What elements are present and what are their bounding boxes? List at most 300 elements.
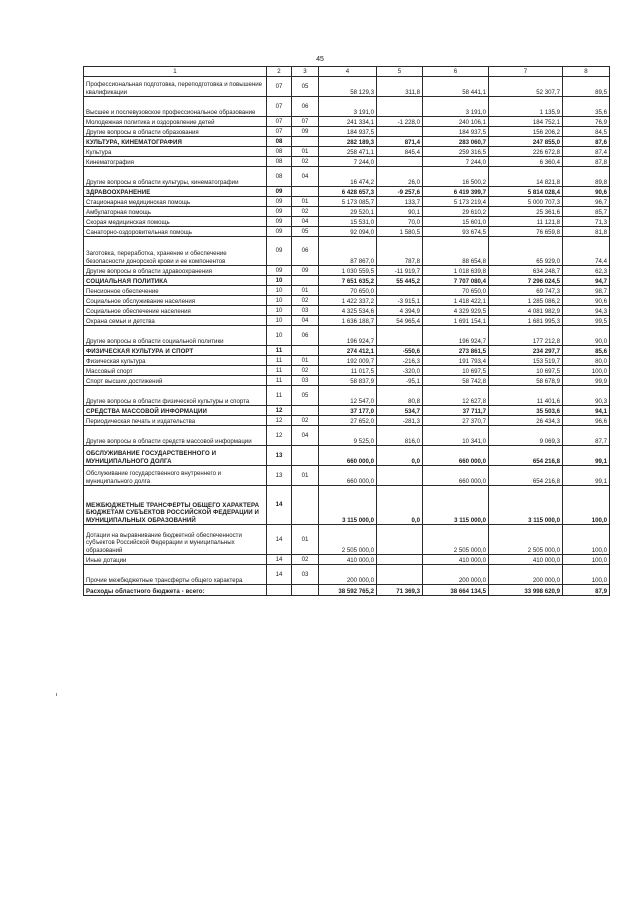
budget-item-name: ОБСЛУЖИВАНИЕ ГОСУДАРСТВЕННОГО И МУНИЦИПАЛЬНОГО ДОЛГА bbox=[84, 446, 267, 466]
budget-item-name: Высшее и послевузовское профессиональное образование bbox=[84, 97, 267, 117]
execution-percent: 74,4 bbox=[563, 237, 610, 266]
column-number-row bbox=[84, 67, 610, 77]
executed-amount: 1 681 995,3 bbox=[489, 316, 563, 326]
subsection-code: 05 bbox=[292, 386, 319, 406]
change-amount: -216,3 bbox=[377, 356, 423, 366]
revised-amount: 410 000,0 bbox=[423, 555, 489, 565]
change-amount: 4 394,9 bbox=[377, 306, 423, 316]
budget-item-name: Дотации на выравнивание бюджетной обеспеченности субъектов Российской Федерации и муниципальных образований bbox=[84, 525, 267, 555]
subsection-code: 06 bbox=[292, 97, 319, 117]
budget-item-name: Скорая медицинская помощь bbox=[84, 217, 267, 227]
execution-percent: 90,3 bbox=[563, 386, 610, 406]
approved-amount: 29 520,1 bbox=[319, 207, 377, 217]
execution-percent: 89,5 bbox=[563, 77, 610, 97]
change-amount bbox=[377, 466, 423, 486]
revised-amount: 259 316,5 bbox=[423, 147, 489, 157]
budget-item-name: Кинематография bbox=[84, 157, 267, 167]
execution-percent: 96,7 bbox=[563, 197, 610, 207]
subsection-code: 01 bbox=[292, 525, 319, 555]
table-row bbox=[84, 296, 610, 306]
revised-amount: 273 861,5 bbox=[423, 346, 489, 356]
revised-amount: 93 674,5 bbox=[423, 227, 489, 237]
table-row bbox=[84, 137, 610, 147]
subsection-code: 01 bbox=[292, 197, 319, 207]
change-amount: 80,8 bbox=[377, 386, 423, 406]
budget-item-name: Амбулаторная помощь bbox=[84, 207, 267, 217]
table-row bbox=[84, 346, 610, 356]
table-row bbox=[84, 366, 610, 376]
executed-amount: 6 360,4 bbox=[489, 157, 563, 167]
revised-amount: 70 650,0 bbox=[423, 286, 489, 296]
section-code: 07 bbox=[267, 97, 292, 117]
change-amount: -11 919,7 bbox=[377, 266, 423, 276]
approved-amount: 4 325 534,6 bbox=[319, 306, 377, 316]
section-code: 12 bbox=[267, 426, 292, 446]
table-row bbox=[84, 147, 610, 157]
subsection-code: 09 bbox=[292, 266, 319, 276]
subsection-code: 02 bbox=[292, 296, 319, 306]
change-amount: -320,0 bbox=[377, 366, 423, 376]
change-amount bbox=[377, 565, 423, 585]
approved-amount: 241 334,1 bbox=[319, 117, 377, 127]
execution-percent: 90,0 bbox=[563, 326, 610, 346]
execution-percent: 87,4 bbox=[563, 147, 610, 157]
section-code bbox=[267, 585, 292, 596]
approved-amount: 282 189,3 bbox=[319, 137, 377, 147]
executed-amount: 9 069,3 bbox=[489, 426, 563, 446]
subsection-code: 01 bbox=[292, 356, 319, 366]
budget-item-name: Другие вопросы в области физической культуры и спорта bbox=[84, 386, 267, 406]
executed-amount: 76 659,8 bbox=[489, 227, 563, 237]
approved-amount: 9 525,0 bbox=[319, 426, 377, 446]
revised-amount: 196 924,7 bbox=[423, 326, 489, 346]
table-row bbox=[84, 286, 610, 296]
section-code: 09 bbox=[267, 237, 292, 266]
approved-amount: 7 244,0 bbox=[319, 157, 377, 167]
budget-item-name: ЗДРАВООХРАНЕНИЕ bbox=[84, 187, 267, 197]
revised-amount: 27 370,7 bbox=[423, 416, 489, 426]
execution-percent: 85,6 bbox=[563, 346, 610, 356]
table-row bbox=[84, 486, 610, 525]
executed-amount: 654 216,8 bbox=[489, 446, 563, 466]
subsection-code: 03 bbox=[292, 565, 319, 585]
execution-percent: 87,8 bbox=[563, 157, 610, 167]
approved-amount: 3 191,0 bbox=[319, 97, 377, 117]
executed-amount: 634 248,7 bbox=[489, 266, 563, 276]
section-code: 09 bbox=[267, 187, 292, 197]
table-row bbox=[84, 207, 610, 217]
table-row bbox=[84, 227, 610, 237]
table-row bbox=[84, 446, 610, 466]
executed-amount: 69 747,3 bbox=[489, 286, 563, 296]
executed-amount: 1 285 086,2 bbox=[489, 296, 563, 306]
approved-amount: 58 129,3 bbox=[319, 77, 377, 97]
executed-amount: 25 361,6 bbox=[489, 207, 563, 217]
subsection-code: 01 bbox=[292, 466, 319, 486]
execution-percent: 87,9 bbox=[563, 585, 610, 596]
section-code: 10 bbox=[267, 306, 292, 316]
table-row bbox=[84, 316, 610, 326]
execution-percent: 90,6 bbox=[563, 296, 610, 306]
budget-item-name: Спорт высших достижений bbox=[84, 376, 267, 386]
change-amount: -3 915,1 bbox=[377, 296, 423, 306]
table-row bbox=[84, 266, 610, 276]
budget-item-name: Профессиональная подготовка, переподготовка и повышение квалификации bbox=[84, 77, 267, 97]
executed-amount: 4 081 982,9 bbox=[489, 306, 563, 316]
executed-amount: 1 135,9 bbox=[489, 97, 563, 117]
approved-amount: 87 867,0 bbox=[319, 237, 377, 266]
change-amount: -9 257,6 bbox=[377, 187, 423, 197]
change-amount: 311,8 bbox=[377, 77, 423, 97]
approved-amount: 274 412,1 bbox=[319, 346, 377, 356]
approved-amount: 92 094,0 bbox=[319, 227, 377, 237]
approved-amount: 16 474,2 bbox=[319, 167, 377, 187]
approved-amount: 1 636 188,7 bbox=[319, 316, 377, 326]
approved-amount: 410 000,0 bbox=[319, 555, 377, 565]
subsection-code bbox=[292, 486, 319, 525]
execution-percent: 35,6 bbox=[563, 97, 610, 117]
change-amount: 55 445,2 bbox=[377, 276, 423, 286]
budget-item-name: Прочие межбюджетные трансферты общего характера bbox=[84, 565, 267, 585]
change-amount: 816,0 bbox=[377, 426, 423, 446]
approved-amount: 2 505 000,0 bbox=[319, 525, 377, 555]
approved-amount: 660 000,0 bbox=[319, 466, 377, 486]
subsection-code: 06 bbox=[292, 237, 319, 266]
budget-item-name: Стационарная медицинская помощь bbox=[84, 197, 267, 207]
revised-amount: 16 500,2 bbox=[423, 167, 489, 187]
column-header: 3 bbox=[292, 67, 319, 77]
table-row bbox=[84, 306, 610, 316]
execution-percent: 94,1 bbox=[563, 406, 610, 416]
change-amount bbox=[377, 127, 423, 137]
revised-amount: 10 341,0 bbox=[423, 426, 489, 446]
approved-amount: 6 428 657,3 bbox=[319, 187, 377, 197]
section-code: 10 bbox=[267, 276, 292, 286]
execution-percent: 85,7 bbox=[563, 207, 610, 217]
executed-amount: 3 115 000,0 bbox=[489, 486, 563, 525]
table-row bbox=[84, 197, 610, 207]
subsection-code: 04 bbox=[292, 217, 319, 227]
budget-item-name: МЕЖБЮДЖЕТНЫЕ ТРАНСФЕРТЫ ОБЩЕГО ХАРАКТЕРА БЮДЖЕТАМ СУБЪЕКТОВ РОССИЙСКОЙ ФЕДЕРАЦИИ И МУНИЦИПАЛЬНЫХ ОБРАЗОВАНИЙ bbox=[84, 486, 267, 525]
subsection-code bbox=[292, 187, 319, 197]
budget-item-name: Периодическая печать и издательства bbox=[84, 416, 267, 426]
execution-percent: 99,5 bbox=[563, 316, 610, 326]
executed-amount: 26 434,3 bbox=[489, 416, 563, 426]
subsection-code: 07 bbox=[292, 117, 319, 127]
approved-amount: 5 173 085,7 bbox=[319, 197, 377, 207]
executed-amount: 177 212,8 bbox=[489, 326, 563, 346]
section-code: 12 bbox=[267, 406, 292, 416]
revised-amount: 29 610,2 bbox=[423, 207, 489, 217]
table-row bbox=[84, 187, 610, 197]
table-row bbox=[84, 585, 610, 596]
page-number: 45 bbox=[316, 56, 324, 63]
section-code: 08 bbox=[267, 167, 292, 187]
change-amount: 0,0 bbox=[377, 446, 423, 466]
execution-percent: 81,8 bbox=[563, 227, 610, 237]
column-header: 2 bbox=[267, 67, 292, 77]
execution-percent: 99,1 bbox=[563, 466, 610, 486]
execution-percent: 99,1 bbox=[563, 446, 610, 466]
section-code: 14 bbox=[267, 525, 292, 555]
subsection-code bbox=[292, 446, 319, 466]
change-amount: 871,4 bbox=[377, 137, 423, 147]
section-code: 11 bbox=[267, 346, 292, 356]
budget-item-name: Заготовка, переработка, хранение и обеспечение безопасности донорской крови и ее компонентов bbox=[84, 237, 267, 266]
budget-item-name: СРЕДСТВА МАССОВОЙ ИНФОРМАЦИИ bbox=[84, 406, 267, 416]
section-code: 07 bbox=[267, 127, 292, 137]
approved-amount: 27 652,0 bbox=[319, 416, 377, 426]
change-amount: -281,3 bbox=[377, 416, 423, 426]
revised-amount: 58 441,1 bbox=[423, 77, 489, 97]
executed-amount: 156 206,2 bbox=[489, 127, 563, 137]
execution-percent: 90,6 bbox=[563, 187, 610, 197]
table-row bbox=[84, 97, 610, 117]
table-row bbox=[84, 167, 610, 187]
executed-amount: 247 855,0 bbox=[489, 137, 563, 147]
budget-item-name: Охрана семьи и детства bbox=[84, 316, 267, 326]
section-code: 09 bbox=[267, 207, 292, 217]
change-amount bbox=[377, 555, 423, 565]
change-amount bbox=[377, 157, 423, 167]
approved-amount: 11 017,5 bbox=[319, 366, 377, 376]
subsection-code bbox=[292, 585, 319, 596]
budget-item-name: Обслуживание государственного внутреннего и муниципального долга bbox=[84, 466, 267, 486]
section-code: 11 bbox=[267, 366, 292, 376]
section-code: 08 bbox=[267, 137, 292, 147]
approved-amount: 12 547,0 bbox=[319, 386, 377, 406]
execution-percent: 94,3 bbox=[563, 306, 610, 316]
table-body bbox=[84, 67, 610, 596]
subsection-code: 03 bbox=[292, 376, 319, 386]
revised-amount: 660 000,0 bbox=[423, 446, 489, 466]
table-row bbox=[84, 157, 610, 167]
revised-amount: 10 697,5 bbox=[423, 366, 489, 376]
change-amount bbox=[377, 525, 423, 555]
budget-item-name: Культура bbox=[84, 147, 267, 157]
budget-item-name: Иные дотации bbox=[84, 555, 267, 565]
change-amount: -1 228,0 bbox=[377, 117, 423, 127]
executed-amount: 33 998 620,9 bbox=[489, 585, 563, 596]
change-amount: 787,8 bbox=[377, 237, 423, 266]
section-code: 14 bbox=[267, 565, 292, 585]
budget-item-name: Расходы областного бюджета - всего: bbox=[84, 585, 267, 596]
revised-amount: 88 654,8 bbox=[423, 237, 489, 266]
table-row bbox=[84, 356, 610, 366]
budget-item-name: Другие вопросы в области образования bbox=[84, 127, 267, 137]
approved-amount: 7 651 635,2 bbox=[319, 276, 377, 286]
subsection-code bbox=[292, 406, 319, 416]
approved-amount: 37 177,0 bbox=[319, 406, 377, 416]
execution-percent: 71,3 bbox=[563, 217, 610, 227]
execution-percent: 100,0 bbox=[563, 366, 610, 376]
subsection-code: 02 bbox=[292, 366, 319, 376]
change-amount: 26,0 bbox=[377, 167, 423, 187]
section-code: 13 bbox=[267, 446, 292, 466]
approved-amount: 38 592 765,2 bbox=[319, 585, 377, 596]
subsection-code bbox=[292, 276, 319, 286]
column-header: 5 bbox=[377, 67, 423, 77]
table-row bbox=[84, 127, 610, 137]
execution-percent: 100,0 bbox=[563, 525, 610, 555]
change-amount bbox=[377, 326, 423, 346]
table-row bbox=[84, 276, 610, 286]
revised-amount: 3 115 000,0 bbox=[423, 486, 489, 525]
executed-amount: 153 519,7 bbox=[489, 356, 563, 366]
revised-amount: 5 173 219,4 bbox=[423, 197, 489, 207]
executed-amount: 5 814 028,4 bbox=[489, 187, 563, 197]
column-header: 7 bbox=[489, 67, 563, 77]
executed-amount: 2 505 000,0 bbox=[489, 525, 563, 555]
section-code: 08 bbox=[267, 157, 292, 167]
budget-item-name: Физическая культура bbox=[84, 356, 267, 366]
execution-percent: 89,8 bbox=[563, 167, 610, 187]
executed-amount: 11 121,8 bbox=[489, 217, 563, 227]
revised-amount: 184 937,5 bbox=[423, 127, 489, 137]
executed-amount: 200 000,0 bbox=[489, 565, 563, 585]
table-row bbox=[84, 326, 610, 346]
revised-amount: 200 000,0 bbox=[423, 565, 489, 585]
subsection-code: 03 bbox=[292, 306, 319, 316]
revised-amount: 58 742,8 bbox=[423, 376, 489, 386]
column-header: 4 bbox=[319, 67, 377, 77]
margin-mark bbox=[56, 693, 57, 696]
section-code: 07 bbox=[267, 77, 292, 97]
revised-amount: 3 191,0 bbox=[423, 97, 489, 117]
table-row bbox=[84, 386, 610, 406]
execution-percent: 80,0 bbox=[563, 356, 610, 366]
revised-amount: 660 000,0 bbox=[423, 466, 489, 486]
budget-item-name: Другие вопросы в области здравоохранения bbox=[84, 266, 267, 276]
table-row bbox=[84, 416, 610, 426]
approved-amount: 196 924,7 bbox=[319, 326, 377, 346]
table-row bbox=[84, 525, 610, 555]
revised-amount: 38 664 134,5 bbox=[423, 585, 489, 596]
change-amount: 845,4 bbox=[377, 147, 423, 157]
subsection-code: 02 bbox=[292, 555, 319, 565]
revised-amount: 37 711,7 bbox=[423, 406, 489, 416]
table-row bbox=[84, 237, 610, 266]
budget-item-name: КУЛЬТУРА, КИНЕМАТОГРАФИЯ bbox=[84, 137, 267, 147]
table-row bbox=[84, 406, 610, 416]
revised-amount: 6 419 399,7 bbox=[423, 187, 489, 197]
approved-amount: 184 937,5 bbox=[319, 127, 377, 137]
section-code: 11 bbox=[267, 356, 292, 366]
execution-percent: 99,9 bbox=[563, 376, 610, 386]
budget-item-name: Санаторно-оздоровительная помощь bbox=[84, 227, 267, 237]
budget-item-name: Социальное обслуживание населения bbox=[84, 296, 267, 306]
table-row bbox=[84, 376, 610, 386]
change-amount: 1 580,5 bbox=[377, 227, 423, 237]
column-header: 6 bbox=[423, 67, 489, 77]
execution-percent: 94,7 bbox=[563, 276, 610, 286]
section-code: 08 bbox=[267, 147, 292, 157]
executed-amount: 226 672,8 bbox=[489, 147, 563, 157]
revised-amount: 1 018 639,8 bbox=[423, 266, 489, 276]
subsection-code: 02 bbox=[292, 416, 319, 426]
approved-amount: 258 471,1 bbox=[319, 147, 377, 157]
execution-percent: 100,0 bbox=[563, 555, 610, 565]
execution-percent: 87,7 bbox=[563, 426, 610, 446]
revised-amount: 191 793,4 bbox=[423, 356, 489, 366]
subsection-code: 04 bbox=[292, 167, 319, 187]
budget-expenditure-table bbox=[83, 66, 610, 596]
execution-percent: 98,7 bbox=[563, 286, 610, 296]
change-amount: 133,7 bbox=[377, 197, 423, 207]
section-code: 11 bbox=[267, 386, 292, 406]
budget-item-name: Другие вопросы в области культуры, кинематографии bbox=[84, 167, 267, 187]
section-code: 14 bbox=[267, 486, 292, 525]
executed-amount: 5 000 707,3 bbox=[489, 197, 563, 207]
change-amount: 70,0 bbox=[377, 217, 423, 227]
table-row bbox=[84, 555, 610, 565]
section-code: 10 bbox=[267, 286, 292, 296]
table-row bbox=[84, 117, 610, 127]
revised-amount: 7 707 080,4 bbox=[423, 276, 489, 286]
section-code: 09 bbox=[267, 217, 292, 227]
table-row bbox=[84, 217, 610, 227]
subsection-code: 04 bbox=[292, 316, 319, 326]
section-code: 14 bbox=[267, 555, 292, 565]
budget-item-name: Молодежная политика и оздоровление детей bbox=[84, 117, 267, 127]
executed-amount: 234 297,7 bbox=[489, 346, 563, 356]
subsection-code: 09 bbox=[292, 127, 319, 137]
approved-amount: 1 422 337,2 bbox=[319, 296, 377, 306]
executed-amount: 65 929,0 bbox=[489, 237, 563, 266]
change-amount: -550,6 bbox=[377, 346, 423, 356]
executed-amount: 11 401,6 bbox=[489, 386, 563, 406]
budget-item-name: СОЦИАЛЬНАЯ ПОЛИТИКА bbox=[84, 276, 267, 286]
section-code: 10 bbox=[267, 296, 292, 306]
subsection-code: 04 bbox=[292, 426, 319, 446]
subsection-code: 02 bbox=[292, 157, 319, 167]
execution-percent: 76,9 bbox=[563, 117, 610, 127]
section-code: 07 bbox=[267, 117, 292, 127]
executed-amount: 58 678,9 bbox=[489, 376, 563, 386]
approved-amount: 200 000,0 bbox=[319, 565, 377, 585]
execution-percent: 84,5 bbox=[563, 127, 610, 137]
budget-item-name: ФИЗИЧЕСКАЯ КУЛЬТУРА И СПОРТ bbox=[84, 346, 267, 356]
budget-item-name: Социальное обеспечение населения bbox=[84, 306, 267, 316]
executed-amount: 654 216,8 bbox=[489, 466, 563, 486]
change-amount: 534,7 bbox=[377, 406, 423, 416]
execution-percent: 100,0 bbox=[563, 486, 610, 525]
budget-item-name: Пенсионное обеспечение bbox=[84, 286, 267, 296]
executed-amount: 35 503,6 bbox=[489, 406, 563, 416]
approved-amount: 70 650,0 bbox=[319, 286, 377, 296]
column-header: 1 bbox=[84, 67, 267, 77]
executed-amount: 10 697,5 bbox=[489, 366, 563, 376]
change-amount bbox=[377, 97, 423, 117]
table-row bbox=[84, 565, 610, 585]
section-code: 09 bbox=[267, 266, 292, 276]
revised-amount: 4 329 929,5 bbox=[423, 306, 489, 316]
change-amount: 54 965,4 bbox=[377, 316, 423, 326]
revised-amount: 1 418 422,1 bbox=[423, 296, 489, 306]
approved-amount: 15 531,0 bbox=[319, 217, 377, 227]
section-code: 09 bbox=[267, 227, 292, 237]
change-amount bbox=[377, 286, 423, 296]
executed-amount: 184 752,1 bbox=[489, 117, 563, 127]
subsection-code: 05 bbox=[292, 77, 319, 97]
change-amount: 71 369,3 bbox=[377, 585, 423, 596]
executed-amount: 14 821,8 bbox=[489, 167, 563, 187]
approved-amount: 660 000,0 bbox=[319, 446, 377, 466]
execution-percent: 62,3 bbox=[563, 266, 610, 276]
revised-amount: 1 691 154,1 bbox=[423, 316, 489, 326]
section-code: 10 bbox=[267, 316, 292, 326]
section-code: 09 bbox=[267, 197, 292, 207]
